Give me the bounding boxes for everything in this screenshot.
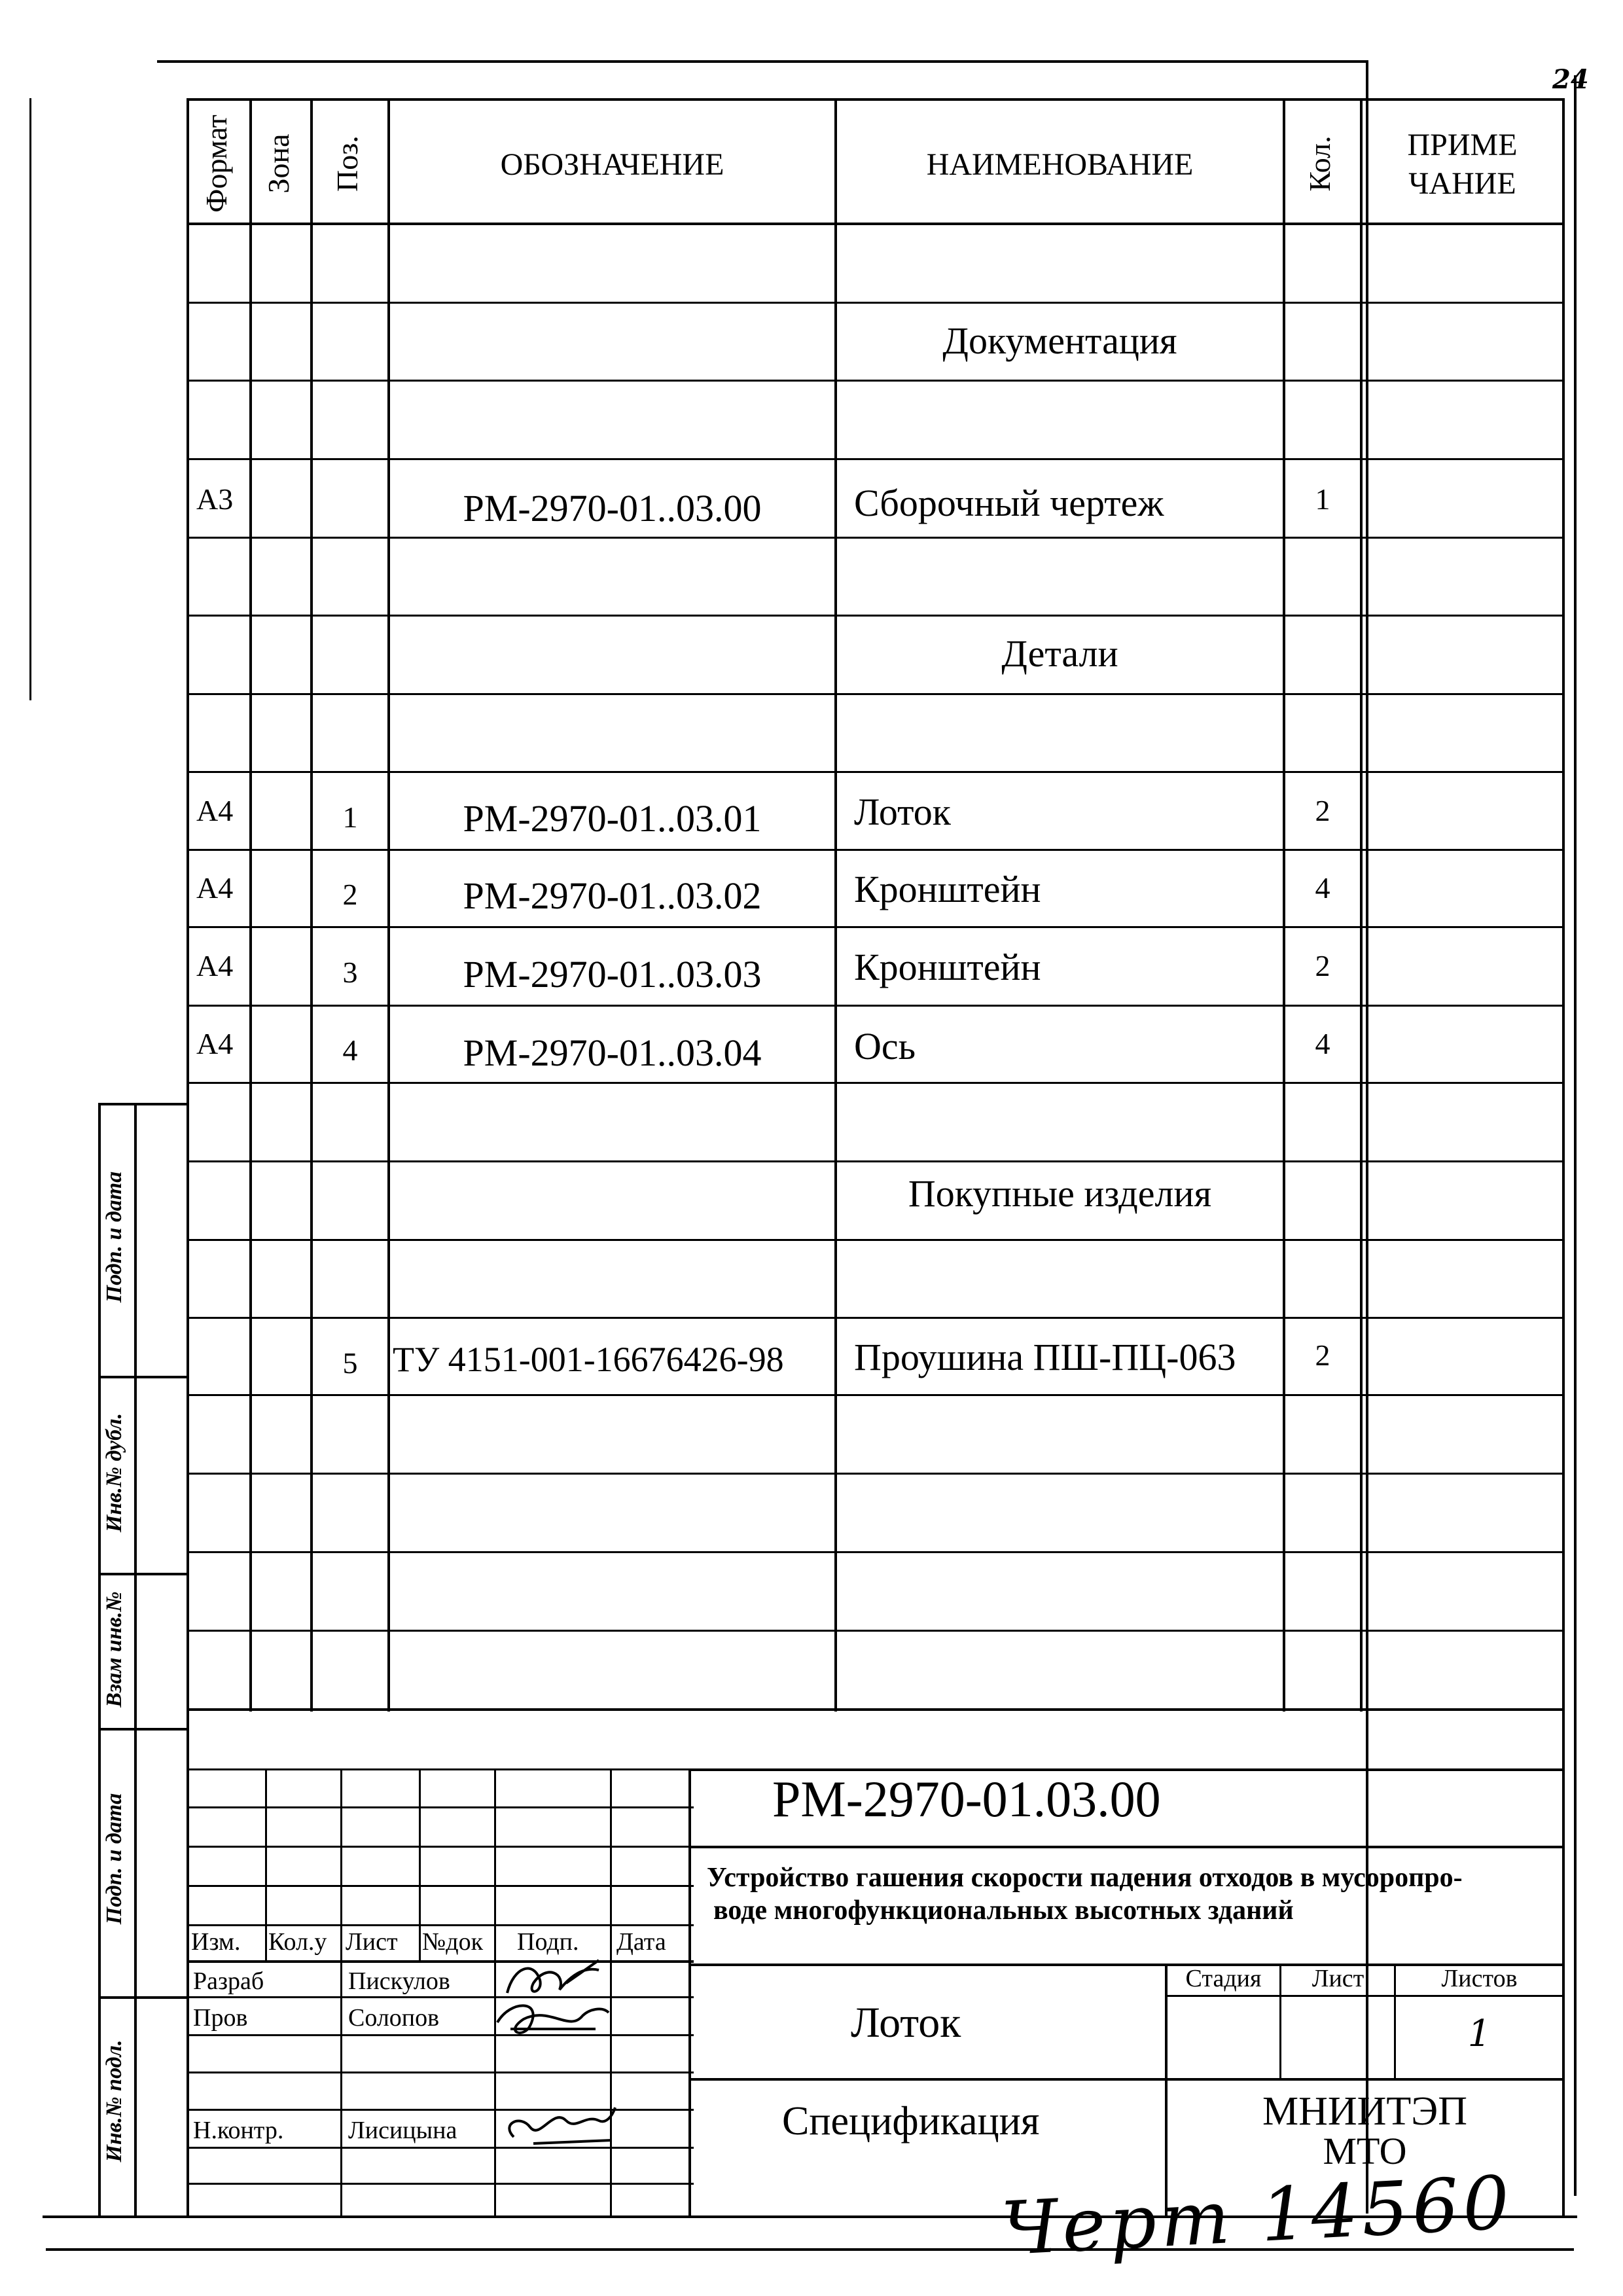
col-ndok: №док: [422, 1928, 484, 1956]
row-line: [187, 926, 1562, 928]
side-label-inv-podl: Инв.№ подл.: [102, 2039, 126, 2162]
sheet-number: 24: [1552, 64, 1589, 95]
tb-line: [187, 1806, 694, 1808]
side-label-vzam-inv: Взам инв.№: [102, 1591, 126, 1708]
header-designation: ОБОЗНАЧЕНИЕ: [500, 147, 724, 182]
row-name: Сборочный чертеж: [854, 482, 1164, 524]
col-line-right: [1562, 98, 1565, 2215]
row-line: [187, 849, 1562, 851]
tb-line: [187, 1768, 694, 1770]
tb-line: [187, 2072, 694, 2073]
document-description-1: Устройство гашения скорости падения отходов в мусоропро-: [707, 1863, 1463, 1893]
side-line: [98, 1996, 187, 1999]
row-line: [187, 1160, 1562, 1162]
sheet-label: Лист: [1311, 1965, 1364, 1992]
row-designation: РМ-2970-01..03.04: [463, 1031, 762, 1074]
name-developer: Пискулов: [348, 1967, 450, 1995]
row-format: А4: [196, 794, 234, 827]
organization-2: МТО: [1323, 2130, 1407, 2172]
row-line: [187, 1473, 1562, 1475]
side-line: [98, 1728, 187, 1731]
row-line: [187, 380, 1562, 382]
header-note-2: ЧАНИЕ: [1408, 166, 1516, 201]
row-line: [187, 537, 1562, 539]
row-line: [187, 1551, 1562, 1553]
document-type: Спецификация: [782, 2099, 1040, 2144]
col-kolu: Кол.у: [268, 1928, 327, 1956]
tb-line: [187, 2183, 694, 2185]
frame-top: [157, 60, 1368, 63]
sheets-value: 1: [1467, 2013, 1491, 2055]
row-format: А4: [196, 949, 234, 982]
col-line-name-qty: [1283, 98, 1285, 1712]
tb-line: [187, 2034, 694, 2036]
product-name: Лоток: [851, 1999, 961, 2047]
tb-vline: [419, 1768, 421, 1960]
signature-checker: [484, 1993, 615, 2045]
row-designation: РМ-2970-01..03.01: [463, 797, 762, 840]
row-pos: 5: [342, 1346, 358, 1380]
row-designation: РМ-2970-01..03.00: [463, 487, 762, 529]
row-designation: РМ-2970-01..03.02: [463, 874, 762, 917]
header-name: НАИМЕНОВАНИЕ: [926, 147, 1194, 182]
row-line: [187, 1630, 1562, 1632]
row-pos: 1: [342, 800, 358, 834]
side-line: [98, 1376, 187, 1378]
name-normcontrol: Лисицына: [348, 2117, 457, 2144]
row-name: Кронштейн: [854, 946, 1041, 988]
row-qty: 2: [1315, 949, 1330, 982]
signature-normcontrol: [494, 2094, 625, 2153]
col-podp: Подп.: [517, 1928, 579, 1956]
role-checker: Пров: [193, 2004, 248, 2032]
document-code: РМ-2970-01.03.00: [772, 1770, 1161, 1827]
row-qty: 4: [1315, 1027, 1330, 1060]
header-qty: Кол.: [1303, 135, 1336, 192]
left-margin-line: [29, 98, 31, 700]
document-description-2: воде многофункциональных высотных зданий: [713, 1895, 1294, 1926]
row-qty: 2: [1315, 1338, 1330, 1372]
row-pos: 4: [342, 1033, 358, 1067]
tb-line: [1165, 1995, 1562, 1997]
organization-1: МНИИТЭП: [1262, 2089, 1468, 2134]
row-line: [187, 302, 1562, 304]
header-note-1: ПРИМЕ: [1407, 128, 1518, 162]
side-top-line: [98, 1103, 189, 1105]
row-line: [187, 771, 1562, 773]
stage-label: Стадия: [1185, 1965, 1262, 1992]
row-qty: 2: [1315, 794, 1330, 827]
side-label-inv-dubl: Инв.№ дубл.: [102, 1412, 126, 1533]
section-documentation: Документация: [942, 319, 1177, 362]
col-line-qty-note: [1360, 98, 1363, 1712]
row-line: [187, 1005, 1562, 1007]
col-line-format-zone: [249, 98, 252, 1712]
row-name: Кронштейн: [854, 868, 1041, 910]
row-designation: РМ-2970-01..03.03: [463, 953, 762, 996]
tb-vline: [265, 1768, 267, 1960]
role-normcontrol: Н.контр.: [193, 2117, 284, 2144]
side-col-line-1: [98, 1103, 101, 2215]
row-line: [187, 615, 1562, 617]
row-designation: ТУ 4151-001-16676426-98: [393, 1340, 784, 1379]
row-format: А4: [196, 871, 234, 905]
row-pos: 2: [342, 878, 358, 911]
row-qty: 1: [1315, 482, 1330, 516]
row-line: [187, 693, 1562, 695]
header-zone: Зона: [262, 134, 295, 194]
row-name: Проушина ПШ-ПЦ-063: [854, 1336, 1236, 1378]
row-line: [187, 1317, 1562, 1319]
section-purchased: Покупные изделия: [908, 1172, 1212, 1215]
row-qty: 4: [1315, 871, 1330, 905]
tb-line: [187, 1885, 694, 1887]
role-developer: Разраб: [193, 1967, 264, 1995]
tb-line: [187, 1846, 694, 1848]
tb-vline: [1394, 1964, 1396, 2078]
tb-line: [187, 1924, 694, 1926]
tb-vline: [340, 1768, 342, 2215]
row-line: [187, 1082, 1562, 1084]
name-checker: Солопов: [348, 2004, 440, 2032]
side-col-line-2: [134, 1103, 137, 2215]
header-bottom-line: [187, 223, 1565, 225]
frame-top-main: [187, 98, 1565, 101]
col-izm: Изм.: [191, 1928, 241, 1956]
handwritten-note: Черт 14560: [999, 2160, 1516, 2272]
row-format: А3: [196, 482, 234, 516]
header-format: Формат: [200, 115, 233, 213]
tb-line: [688, 2078, 1562, 2081]
col-list: Лист: [346, 1928, 398, 1956]
row-format: А4: [196, 1027, 234, 1060]
row-name: Ось: [854, 1025, 916, 1067]
section-parts: Детали: [1001, 632, 1118, 675]
row-pos: 3: [342, 956, 358, 989]
tb-vline: [1279, 1964, 1281, 2078]
frame-right-outer: [1574, 75, 1577, 2196]
row-line: [187, 458, 1562, 460]
tb-main-divider: [688, 1768, 691, 2215]
side-label-sign-date-2: Подп. и дата: [102, 1793, 126, 1925]
side-label-sign-date-1: Подп. и дата: [102, 1171, 126, 1303]
row-line: [187, 1394, 1562, 1396]
table-bottom-line: [187, 1708, 1562, 1711]
col-data: Дата: [616, 1928, 666, 1956]
frame-left: [187, 98, 189, 2215]
tb-line: [688, 1846, 1562, 1848]
row-line: [187, 1239, 1562, 1241]
row-name: Лоток: [854, 791, 951, 833]
sheets-label: Листов: [1441, 1965, 1518, 1992]
header-pos: Поз.: [330, 135, 364, 192]
